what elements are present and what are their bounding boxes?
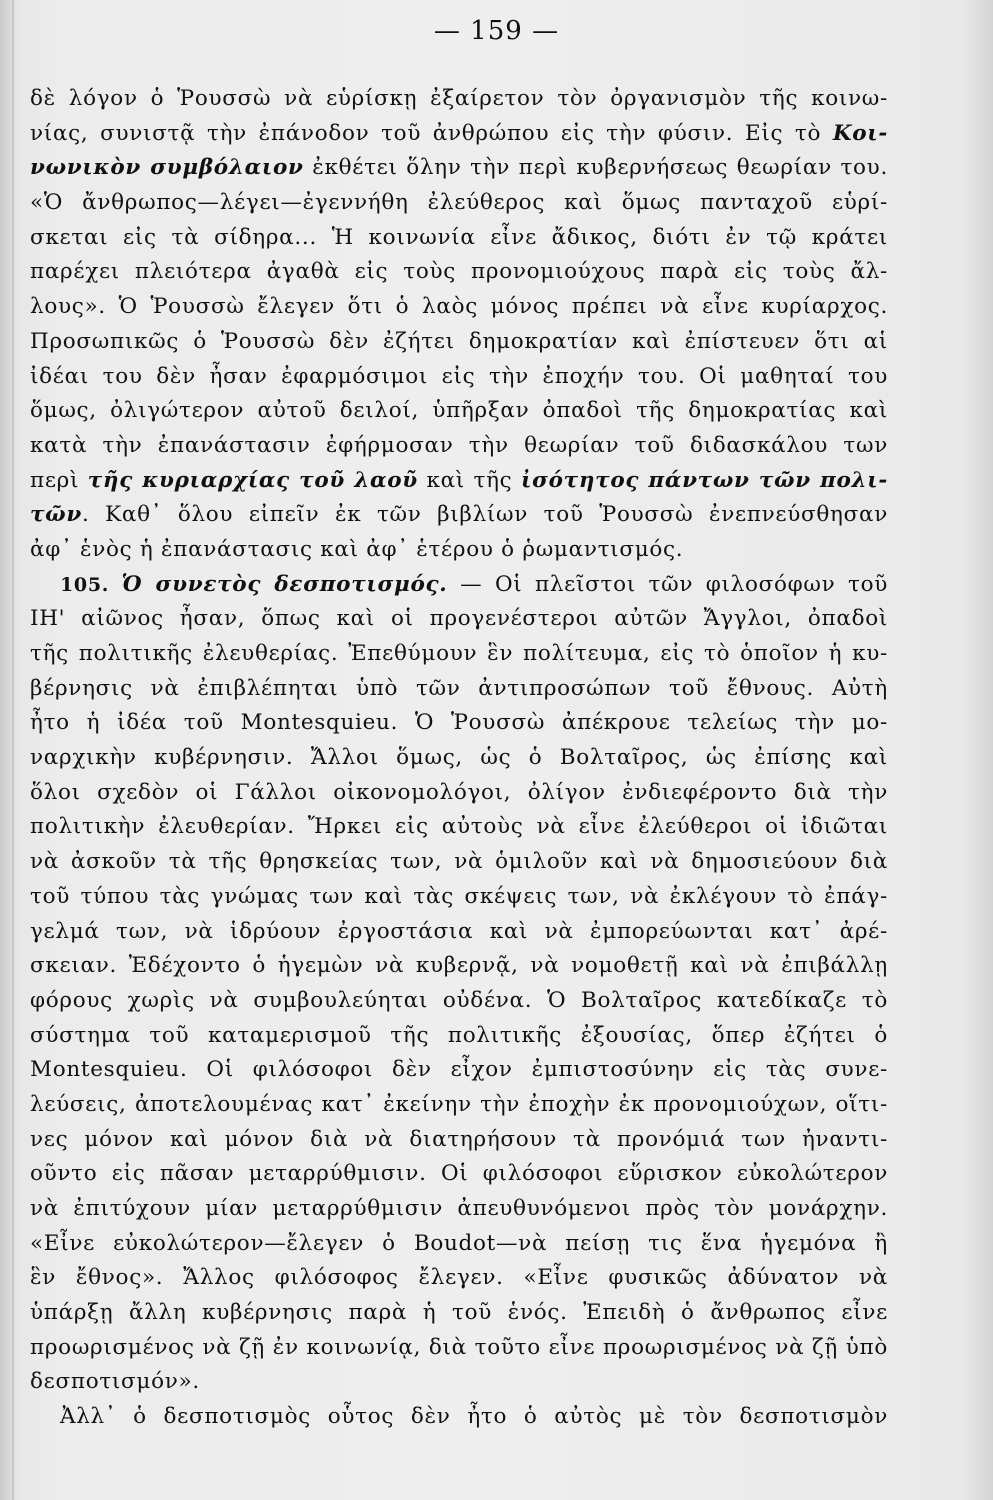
text-line: γελμά των, νὰ ἱδρύουν ἐργοστάσια καὶ νὰ ἐμπορεύωνται κατ᾽ ἀρέ- bbox=[30, 918, 888, 944]
text-line: «Εἶνε εὐκολώτερον—ἔλεγεν ὁ Boudot—νὰ πείσῃ τις ἕνα ἡγεμόνα ἢ bbox=[30, 1230, 888, 1256]
text-line: σκεται εἰς τὰ σίδηρα... Ἡ κοινωνία εἶνε ἄδικος, διότι ἐν τῷ κράτει bbox=[30, 224, 888, 250]
text-line: οῦντο εἰς πᾶσαν μεταρρύθμισιν. Οἱ φιλόσοφοι εὕρισκον εὐκολώτερον bbox=[30, 1161, 888, 1187]
page-number: — 159 — bbox=[433, 16, 560, 46]
emphasis-text: τῶν bbox=[30, 502, 82, 528]
text-line: Ἀλλ᾽ ὁ δεσποτισμὸς οὗτος δὲν ἦτο ὁ αὐτὸς μὲ τὸν δεσποτισμὸν bbox=[60, 1404, 888, 1430]
text-fragment: . Καθ᾽ ὅλου εἰπεῖν ἐκ τῶν βιβλίων τοῦ Ῥουσσὼ ἐνεπνεύσθησαν bbox=[81, 502, 888, 528]
text-line: δὲ λόγον ὁ Ῥουσσὼ νὰ εὑρίσκῃ ἐξαίρετον τὸν ὀργανισμὸν τῆς κοινω- bbox=[30, 86, 888, 111]
text-line: Προσωπικῶς ὁ Ῥουσσὼ δὲν ἐζήτει δημοκρατίαν καὶ ἐπίστευεν ὅτι αἱ bbox=[30, 328, 888, 354]
emphasis-text: τῆς κυριαρχίας τοῦ λαοῦ bbox=[87, 467, 418, 493]
text-line: σκειαν. Ἐδέχοντο ὁ ἡγεμὼν νὰ κυβερνᾷ, νὰ νομοθετῇ καὶ νὰ ἐπιβάλλῃ bbox=[30, 953, 888, 979]
emphasis-text: Κοι- bbox=[832, 120, 888, 146]
text-line: κατὰ τὴν ἐπανάστασιν ἐφήρμοσαν τὴν θεωρίαν τοῦ διδασκάλου των bbox=[30, 432, 888, 458]
text-line: ἰδέαι του δὲν ἦσαν ἐφαρμόσιμοι εἰς τὴν ἐποχήν του. Οἱ μαθηταί του bbox=[30, 363, 888, 389]
text-line: ἓν ἔθνος». Ἄλλος φιλόσοφος ἔλεγεν. «Εἶνε φυσικῶς ἀδύνατον νὰ bbox=[30, 1265, 888, 1291]
text-fragment: περὶ bbox=[30, 467, 88, 493]
text-fragment: νίας, συνιστᾷ τὴν ἐπάνοδον τοῦ ἀνθρώπου εἰς τὴν φύσιν. Εἰς τὸ bbox=[30, 120, 833, 146]
text-line: ὑπάρξῃ ἄλλη κυβέρνησις παρὰ ἡ τοῦ ἑνός. Ἐπειδὴ ὁ ἄνθρωπος εἶνε bbox=[30, 1300, 888, 1326]
text-line bbox=[30, 464, 888, 499]
text-line: λεύσεις, ἀποτελουμένας κατ᾽ ἐκείνην τὴν ἐποχὴν ἐκ προνομιούχων, οἵτι- bbox=[30, 1091, 888, 1117]
text-line: ΙΗ' αἰῶνος ἦσαν, ὅπως καὶ οἱ προγενέστεροι αὐτῶν Ἄγγλοι, ὀπαδοὶ bbox=[30, 606, 888, 632]
text-line bbox=[30, 568, 888, 603]
text-line: δεσποτισμόν». bbox=[30, 1369, 200, 1395]
emphasis-text: ἰσότητος πάντων τῶν πολι- bbox=[520, 467, 888, 493]
text-line: νὰ ἀσκοῦν τὰ τῆς θρησκείας των, νὰ ὁμιλοῦν καὶ νὰ δημοσιεύουν διὰ bbox=[30, 849, 888, 875]
text-line: ὅλοι σχεδὸν οἱ Γάλλοι οἰκονομολόγοι, ὀλίγον ἐνδιεφέροντο διὰ τὴν bbox=[30, 779, 888, 805]
body-text bbox=[30, 82, 888, 1435]
text-fragment: καὶ τῆς bbox=[417, 467, 521, 493]
text-line: «Ὁ ἄνθρωπος—λέγει—ἐγεννήθη ἐλεύθερος καὶ ὅμως πανταχοῦ εὑρί- bbox=[30, 190, 888, 216]
text-line: παρέχει πλειότερα ἀγαθὰ εἰς τοὺς προνομιούχους παρὰ εἰς τοὺς ἄλ- bbox=[30, 259, 888, 285]
text-line: ναρχικὴν κυβέρνησιν. Ἄλλοι ὅμως, ὡς ὁ Βολταῖρος, ὡς ἐπίσης καὶ bbox=[30, 745, 888, 771]
text-line: Montesquieu. Οἱ φιλόσοφοι δὲν εἶχον ἐμπιστοσύνην εἰς τὰς συνε- bbox=[30, 1057, 888, 1083]
text-line: νὰ ἐπιτύχουν μίαν μεταρρύθμισιν ἀπευθυνόμενοι πρὸς τὸν μονάρχην. bbox=[30, 1196, 888, 1221]
text-line: νες μόνον καὶ μόνον διὰ νὰ διατηρήσουν τὰ προνόμιά των ἠναντι- bbox=[30, 1126, 888, 1152]
text-line: ἦτο ἡ ἰδέα τοῦ Montesquieu. Ὁ Ῥουσσὼ ἀπέκρουε τελείως τὴν μο- bbox=[30, 710, 888, 736]
text-line: λους». Ὁ Ῥουσσὼ ἔλεγεν ὅτι ὁ λαὸς μόνος πρέπει νὰ εἶνε κυρίαρχος. bbox=[30, 294, 888, 320]
text-line: σύστημα τοῦ καταμερισμοῦ τῆς πολιτικῆς ἐξουσίας, ὅπερ ἐζήτει ὁ bbox=[30, 1022, 888, 1048]
text-line: τοῦ τύπου τὰς γνώμας των καὶ τὰς σκέψεις των, νὰ ἐκλέγουν τὸ ἐπάγ- bbox=[30, 883, 888, 909]
emphasis-text: νωνικὸν συμβόλαιον bbox=[30, 155, 304, 181]
section-number: 105. bbox=[60, 573, 122, 596]
text-line: ἀφ᾽ ἑνὸς ἡ ἐπανάστασις καὶ ἀφ᾽ ἑτέρου ὁ ῥωμαντισμός. bbox=[30, 536, 684, 562]
text-line: βέρνησις νὰ ἐπιβλέπηται ὑπὸ τῶν ἀντιπροσώπων τοῦ ἔθνους. Αὐτὴ bbox=[30, 675, 888, 701]
text-line: ὅμως, ὀλιγώτερον αὐτοῦ δειλοί, ὑπῆρξαν ὀπαδοὶ τῆς δημοκρατίας καὶ bbox=[30, 398, 888, 424]
text-line: φόρους χωρὶς νὰ συμβουλεύηται οὐδένα. Ὁ Βολταῖρος κατεδίκαζε τὸ bbox=[30, 987, 888, 1013]
emphasis-text: Ὁ συνετὸς δεσποτισμός. bbox=[121, 571, 448, 597]
text-line bbox=[30, 117, 888, 152]
text-line bbox=[30, 498, 888, 533]
text-fragment: — Οἱ πλεῖστοι τῶν φιλοσόφων τοῦ bbox=[447, 571, 888, 597]
text-fragment: ἐκθέτει ὅλην τὴν περὶ κυβερνήσεως θεωρίαν του. bbox=[303, 155, 888, 181]
text-line: πολιτικὴν ἐλευθερίαν. Ἤρκει εἰς αὐτοὺς νὰ εἶνε ἐλεύθεροι οἱ ἰδιῶται bbox=[30, 814, 888, 840]
text-line bbox=[30, 151, 888, 186]
text-line: προωρισμένος νὰ ζῇ ἐν κοινωνίᾳ, διὰ τοῦτο εἶνε προωρισμένος νὰ ζῇ ὑπὸ bbox=[30, 1334, 888, 1360]
text-line: τῆς πολιτικῆς ἐλευθερίας. Ἐπεθύμουν ἓν πολίτευμα, εἰς τὸ ὁποῖον ἡ κυ- bbox=[30, 641, 888, 666]
